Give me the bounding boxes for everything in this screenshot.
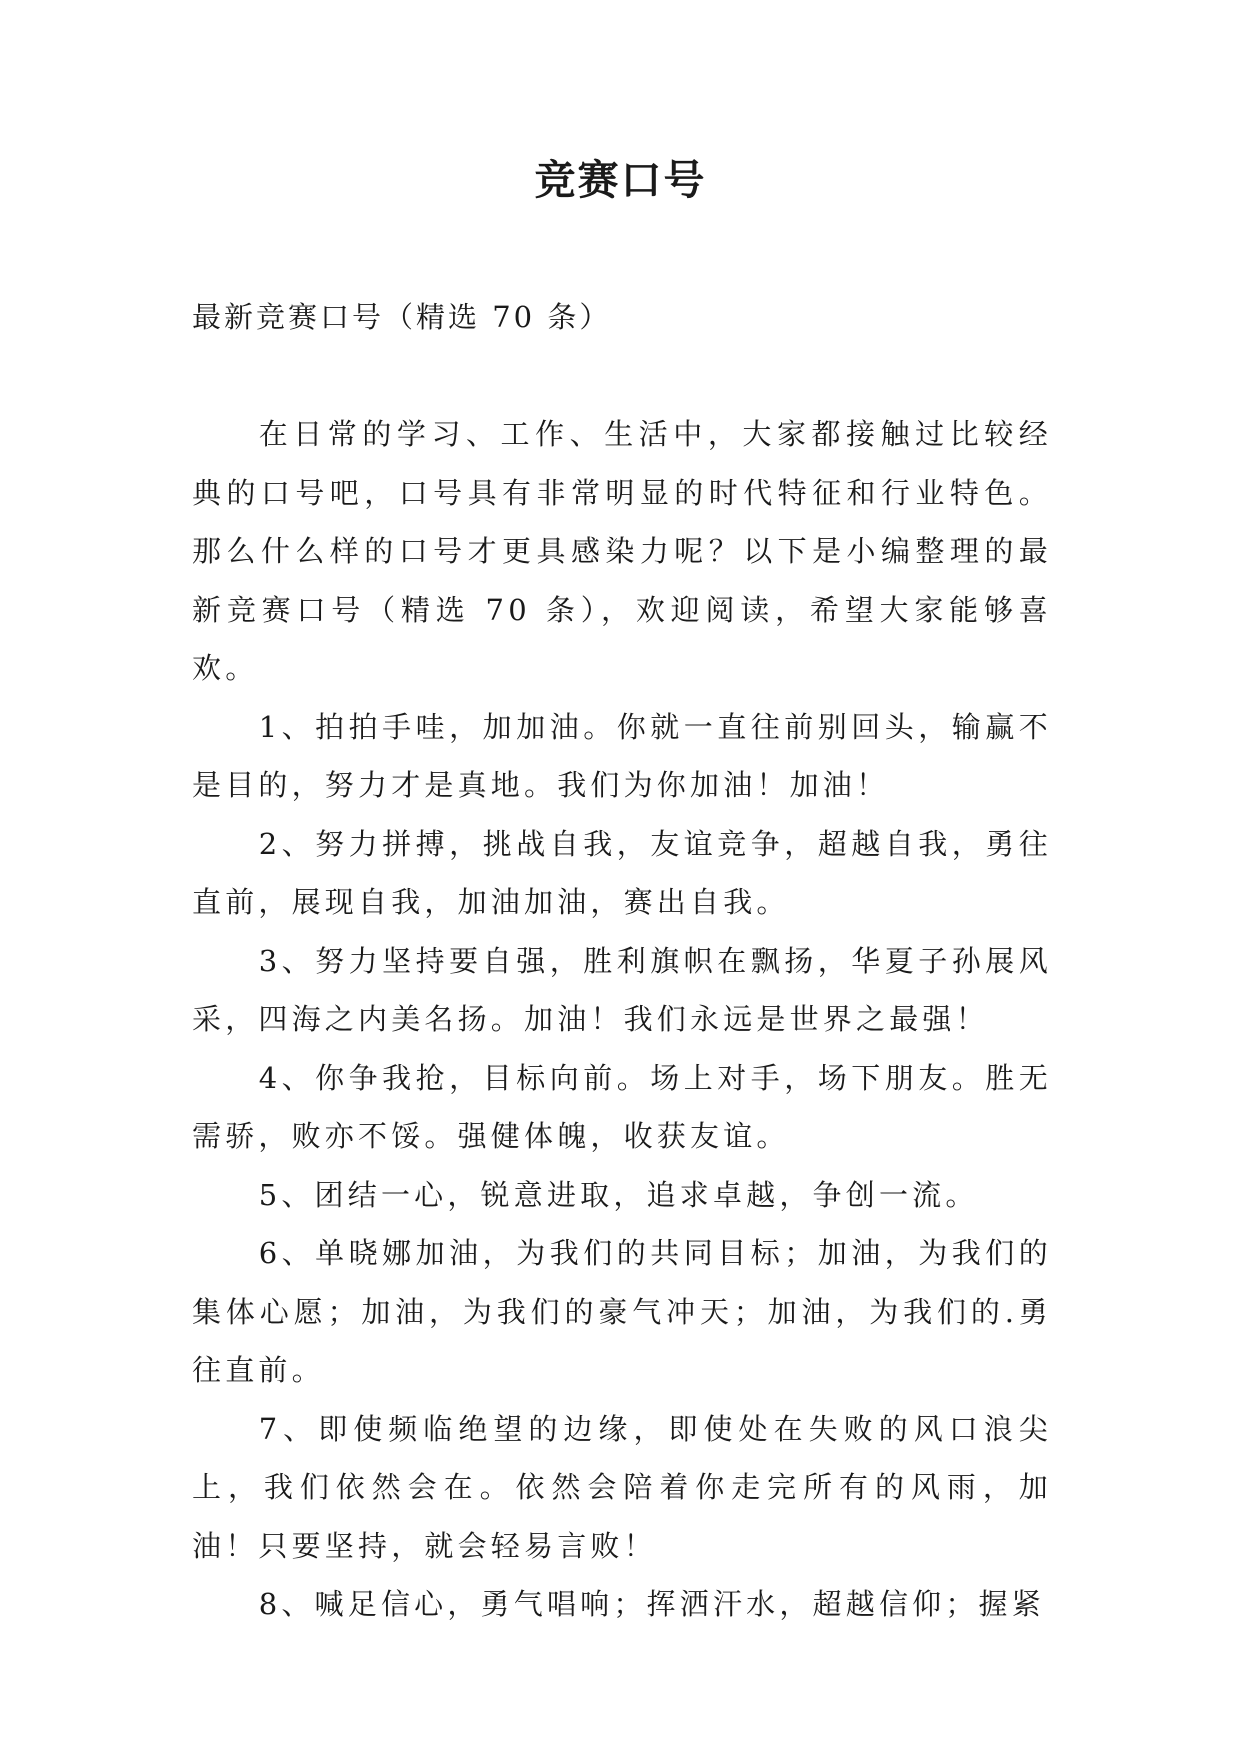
slogan-paragraph-2: 2、努力拼搏，挑战自我，友谊竞争，超越自我，勇往直前，展现自我，加油加油，赛出自我。: [192, 826, 1052, 919]
document-title: 竞赛口号: [534, 156, 707, 204]
slogan-paragraph-3: 3、努力坚持要自强，胜利旗帜在飘扬，华夏子孙展风采，四海之内美名扬。加油！我们永远是世界之最强！: [192, 943, 1052, 1036]
slogan-paragraph-5: 5、团结一心，锐意进取，追求卓越，争创一流。: [258, 1177, 979, 1212]
document-body: [192, 405, 1052, 1634]
slogan-paragraph-1: 1、拍拍手哇，加加油。你就一直往前别回头，输赢不是目的，努力才是真地。我们为你加油！加油！: [192, 709, 1052, 802]
slogan-paragraph-6: 6、单晓娜加油，为我们的共同目标；加油，为我们的集体心愿；加油，为我们的豪气冲天；加油，为我们的.勇往直前。: [192, 1236, 1052, 1387]
slogan-paragraph-4: 4、你争我抢，目标向前。场上对手，场下朋友。胜无需骄，败亦不馁。强健体魄，收获友谊。: [192, 1060, 1052, 1153]
slogan-paragraph-7: 7、即使频临绝望的边缘，即使处在失败的风口浪尖上，我们依然会在。依然会陪着你走完所有的风雨，加油！只要坚持，就会轻易言败！: [192, 1411, 1052, 1563]
document-subtitle: 最新竞赛口号（精选 70 条）: [192, 300, 612, 334]
intro-paragraph: 在日常的学习、工作、生活中，大家都接触过比较经典的口号吧，口号具有非常明显的时代特征和行业特色。那么什么样的口号才更具感染力呢？以下是小编整理的最新竞赛口号（精选 70 条），欢迎阅读，希望大家能够喜欢。: [192, 417, 1052, 685]
slogan-paragraph-8: 8、喊足信心，勇气唱响；挥洒汗水，超越信仰；握紧: [258, 1587, 1045, 1621]
